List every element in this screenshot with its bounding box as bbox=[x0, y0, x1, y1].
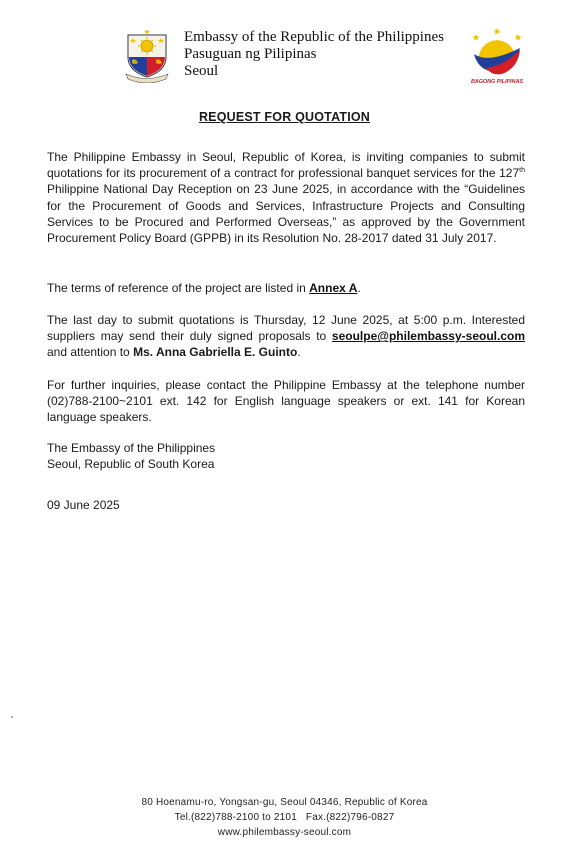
paragraph-terms bbox=[47, 280, 525, 296]
bagong-pilipinas-logo-icon bbox=[468, 26, 526, 86]
signature-line-1: The Embassy of the Philippines bbox=[47, 441, 216, 455]
paragraph-invitation-text: The Philippine Embassy in Seoul, Republic of Korea, is inviting companies to submit quotations for its procurement of a contract for professional banquet services for the 127 bbox=[47, 150, 525, 181]
paragraph-inquiries: For further inquiries, please contact the Philippine Embassy at the telephone number (02)788-2100~2101 ext. 142 for English language speakers or ext. 141 for Korean language speakers. bbox=[47, 378, 525, 425]
annex-a-link[interactable]: Annex A bbox=[309, 281, 358, 295]
paragraph-invitation-text-cont: Philippine National Day Reception on 23 June 2025, in accordance with the “Guidelines for the Procurement of Goods and Services, Infrastructure Projects and Consulting Services to be Procured and Performed Overseas,” as approved by the Government Procurement Policy Board (GPPB) in its Resolution No. 28-2017 dated 31 July 2017. bbox=[47, 182, 525, 246]
paragraph-terms-end: . bbox=[357, 281, 361, 295]
paragraph-terms-text: The terms of reference of the project are listed in bbox=[47, 281, 310, 295]
scan-speck bbox=[11, 716, 13, 718]
bagong-pilipinas-logo-text: BAGONG PILIPINAS bbox=[470, 79, 524, 85]
page-footer bbox=[0, 795, 569, 840]
paragraph-deadline-middle: and attention to bbox=[47, 345, 134, 360]
footer-address: 80 Hoenamu-ro, Yongsan-gu, Seoul 04346, Republic of Korea bbox=[141, 797, 428, 808]
document-date: 09 June 2025 bbox=[47, 498, 120, 512]
embassy-city: Seoul bbox=[184, 63, 219, 79]
footer-phone-fax: Tel.(822)788-2100 to 2101 Fax.(822)796-0827 bbox=[174, 812, 395, 823]
paragraph-deadline bbox=[47, 312, 525, 361]
page-title: REQUEST FOR QUOTATION bbox=[198, 110, 371, 124]
footer-website-link[interactable]: www.philembassy-seoul.com bbox=[217, 827, 352, 838]
paragraph-deadline-text: The last day to submit quotations is Thursday, 12 June 2025, at 5:00 p.m. Interested suppliers may send their duly signed proposals to bbox=[47, 313, 525, 344]
ordinal-suffix: th bbox=[519, 167, 525, 175]
embassy-name-filipino: Pasuguan ng Pilipinas bbox=[184, 46, 317, 62]
paragraph-deadline-end: . bbox=[297, 345, 301, 360]
embassy-name-english: Embassy of the Republic of the Philippines bbox=[184, 29, 444, 45]
email-link[interactable]: seoulpe@philembassy-seoul.com bbox=[331, 329, 525, 344]
signature-line-2: Seoul, Republic of South Korea bbox=[47, 457, 215, 472]
paragraph-invitation bbox=[47, 149, 525, 246]
embassy-letterhead bbox=[184, 29, 444, 80]
philippine-coat-of-arms-seal-icon bbox=[122, 27, 172, 83]
contact-person-name: Ms. Anna Gabriella E. Guinto bbox=[133, 345, 298, 360]
signature-block bbox=[47, 440, 525, 472]
